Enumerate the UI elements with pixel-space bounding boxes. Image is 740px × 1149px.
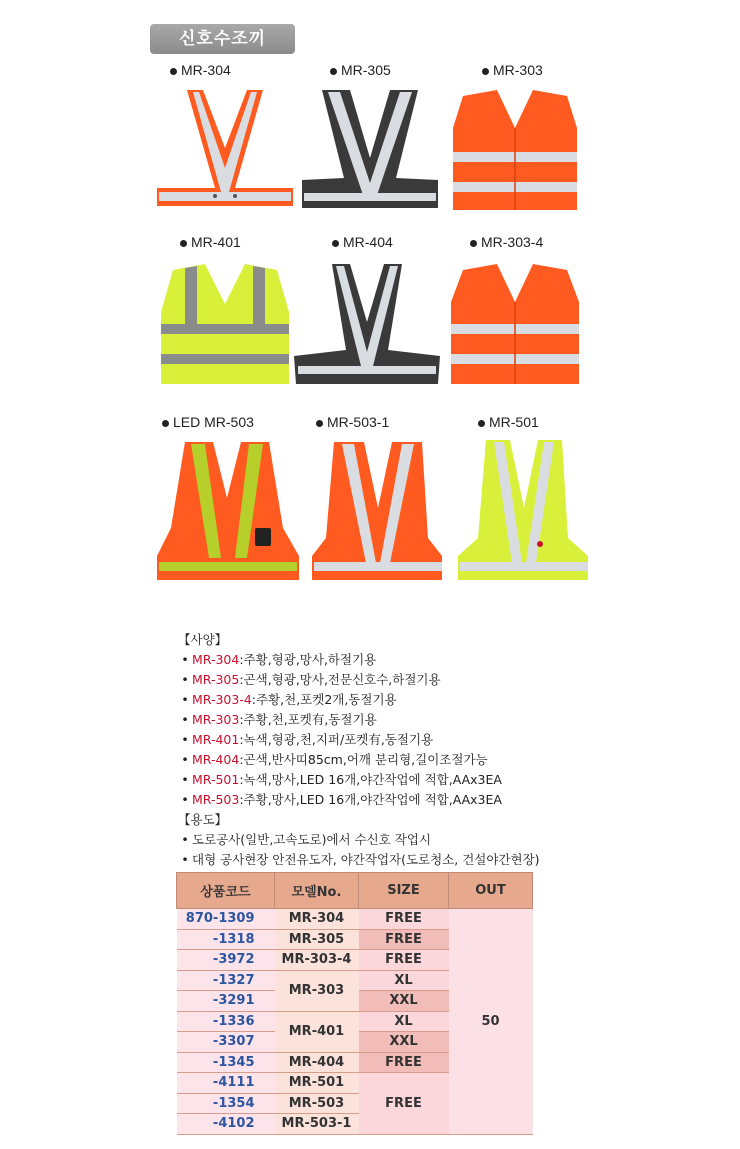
spec-item: • MR-501:녹색,망사,LED 16개,야간작업에 적합,AAx3EA <box>181 772 502 787</box>
table-row: -3291 XXL <box>177 991 533 1012</box>
spec-item: • MR-303:주황,천,포켓有,동절기용 <box>181 712 377 727</box>
out-value: 50 <box>449 909 533 1135</box>
header-out: OUT <box>449 873 533 909</box>
product-label: MR-404 <box>332 234 478 250</box>
spec-item: • MR-503:주황,망사,LED 16개,야간작업에 적합,AAx3EA <box>181 792 502 807</box>
table-row: -1318 MR-305 FREE <box>177 929 533 950</box>
spec-heading: 【사양】 <box>178 632 228 647</box>
spec-item: • MR-304:주황,형광,망사,하절기용 <box>181 652 377 667</box>
spec-item: • MR-401:녹색,형광,천,지퍼/포켓有,동절기용 <box>181 732 434 747</box>
product-card <box>170 62 316 78</box>
table-row: -3972 MR-303-4 FREE <box>177 950 533 971</box>
use-item: • 대형 공사현장 안전유도자, 야간작업자(도로청소, 건설야간현장) <box>181 852 540 867</box>
product-card <box>332 234 478 250</box>
product-card <box>470 234 616 250</box>
product-label: LED MR-503 <box>162 414 308 430</box>
table-row: -1336 MR-401 XL <box>177 1011 533 1032</box>
spec-item: • MR-404:곤색,반사띠85cm,어깨 분리형,길이조절가능 <box>181 752 488 767</box>
vest-image-mr-305 <box>300 88 440 213</box>
vest-image-mr-303-4 <box>445 262 585 387</box>
product-label: MR-304 <box>170 62 316 78</box>
use-heading: 【용도】 <box>178 812 228 827</box>
header-size: SIZE <box>359 873 449 909</box>
header-code: 상품코드 <box>177 873 275 909</box>
table-row: -3307 XXL <box>177 1032 533 1053</box>
product-card <box>330 62 476 78</box>
spec-item: • MR-303-4:주황,천,포켓2개,동절기용 <box>181 692 397 707</box>
table-row: -1354 MR-503 <box>177 1093 533 1114</box>
product-label: MR-305 <box>330 62 476 78</box>
product-label: MR-401 <box>180 234 326 250</box>
vest-image-led-mr-503 <box>155 438 300 583</box>
product-card <box>316 414 462 430</box>
table-row: -4102 MR-503-1 <box>177 1114 533 1135</box>
use-item: • 도로공사(일반,고속도로)에서 수신호 작업시 <box>181 832 432 847</box>
vest-image-mr-503-1 <box>310 438 445 583</box>
table-row: -1345 MR-404 FREE <box>177 1052 533 1073</box>
header-model: 모델No. <box>275 873 359 909</box>
table-row: -4111 MR-501 FREE <box>177 1073 533 1094</box>
product-card <box>180 234 326 250</box>
product-label: MR-503-1 <box>316 414 462 430</box>
vest-image-mr-501 <box>456 438 591 583</box>
table-row: 870-1309 MR-304 FREE 50 <box>177 909 533 930</box>
product-label: MR-501 <box>478 414 624 430</box>
spec-item: • MR-305:곤색,형광,망사,전문신호수,하절기용 <box>181 672 441 687</box>
spec-section <box>178 630 618 870</box>
product-table <box>176 872 533 1135</box>
product-card <box>482 62 628 78</box>
product-card <box>162 414 308 430</box>
table-header-row <box>177 873 533 909</box>
product-label: MR-303 <box>482 62 628 78</box>
vest-image-mr-304 <box>155 88 295 213</box>
product-label: MR-303-4 <box>470 234 616 250</box>
vest-image-mr-303 <box>445 88 585 213</box>
vest-image-mr-401 <box>155 262 295 387</box>
vest-image-mr-404 <box>292 262 442 387</box>
page-title: 신호수조끼 <box>150 24 295 54</box>
product-card <box>478 414 624 430</box>
table-row: -1327 MR-303 XL <box>177 970 533 991</box>
